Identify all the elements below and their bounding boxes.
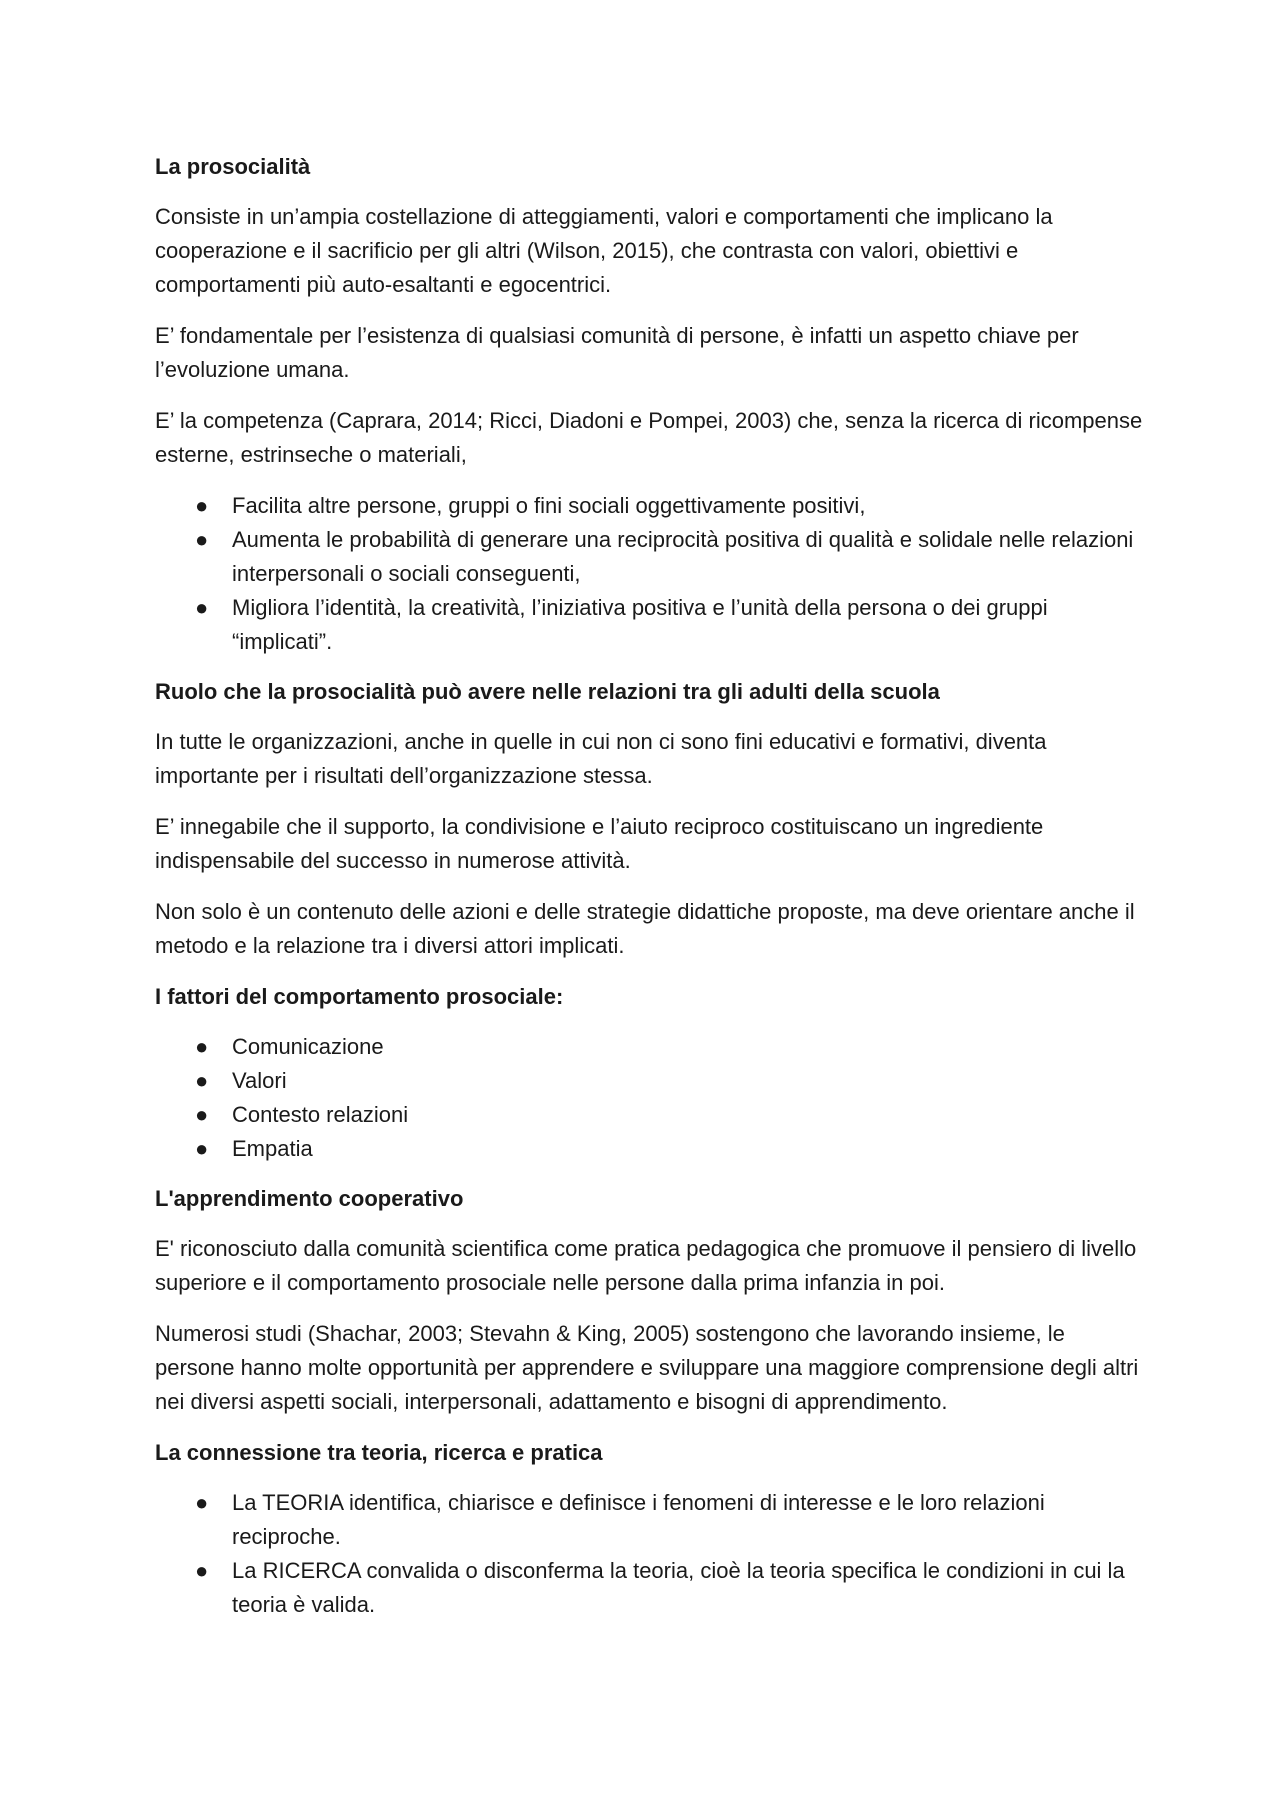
paragraph: E’ fondamentale per l’esistenza di qualsiasi comunità di persone, è infatti un aspetto chiave per l’evoluzione umana. xyxy=(155,323,1079,382)
list-item xyxy=(155,1064,1145,1098)
list-item xyxy=(155,1098,1145,1132)
list-item-text: Facilita altre persone, gruppi o fini sociali oggettivamente positivi, xyxy=(232,493,866,518)
section-heading: I fattori del comportamento prosociale: xyxy=(155,984,564,1009)
paragraph: E’ innegabile che il supporto, la condivisione e l’aiuto reciproco costituiscano un ingrediente indispensabile del successo in numerose attività. xyxy=(155,814,1044,873)
list-item-text: Comunicazione xyxy=(232,1034,384,1059)
list-item xyxy=(155,1030,1145,1064)
list-item xyxy=(155,489,1145,523)
bullet-icon: ● xyxy=(195,527,209,552)
document-page xyxy=(155,150,1145,1638)
list-item xyxy=(155,591,1145,659)
list-item-text: Empatia xyxy=(232,1136,313,1161)
bullet-icon: ● xyxy=(195,1034,209,1059)
bullet-list xyxy=(155,489,1145,659)
bullet-icon: ● xyxy=(195,1102,209,1127)
paragraph: Numerosi studi (Shachar, 2003; Stevahn & King, 2005) sostengono che lavorando insieme, le persone hanno molte opportunità per apprendere e sviluppare una maggiore comprensione degli altri nei diversi aspetti sociali, interpersonali, adattamento e bisogni di apprendimento. xyxy=(155,1321,1139,1414)
list-item-text: La TEORIA identifica, chiarisce e definisce i fenomeni di interesse e le loro relazioni reciproche. xyxy=(232,1490,1045,1549)
bullet-list xyxy=(155,1486,1145,1622)
list-item-text: La RICERCA convalida o disconferma la teoria, cioè la teoria specifica le condizioni in cui la teoria è valida. xyxy=(232,1558,1125,1617)
bullet-icon: ● xyxy=(195,1136,209,1161)
list-item xyxy=(155,1486,1145,1554)
section-heading: La connessione tra teoria, ricerca e pratica xyxy=(155,1440,603,1465)
paragraph: Consiste in un’ampia costellazione di atteggiamenti, valori e comportamenti che implicano la cooperazione e il sacrificio per gli altri (Wilson, 2015), che contrasta con valori, obiettivi e comportamenti più auto-esaltanti e egocentrici. xyxy=(155,204,1053,297)
list-item xyxy=(155,1554,1145,1622)
list-item-text: Valori xyxy=(232,1068,287,1093)
list-item-text: Migliora l’identità, la creatività, l’iniziativa positiva e l’unità della persona o dei gruppi “implicati”. xyxy=(232,595,1048,654)
paragraph: In tutte le organizzazioni, anche in quelle in cui non ci sono fini educativi e formativi, diventa importante per i risultati dell’organizzazione stessa. xyxy=(155,729,1047,788)
list-item xyxy=(155,1132,1145,1166)
list-item-text: Aumenta le probabilità di generare una reciprocità positiva di qualità e solidale nelle relazioni interpersonali o sociali conseguenti, xyxy=(232,527,1134,586)
bullet-icon: ● xyxy=(195,595,209,620)
paragraph: Non solo è un contenuto delle azioni e delle strategie didattiche proposte, ma deve orientare anche il metodo e la relazione tra i diversi attori implicati. xyxy=(155,899,1135,958)
bullet-icon: ● xyxy=(195,493,209,518)
bullet-icon: ● xyxy=(195,1490,209,1515)
bullet-icon: ● xyxy=(195,1068,209,1093)
section-heading: La prosocialità xyxy=(155,154,311,179)
bullet-list xyxy=(155,1030,1145,1166)
section-heading: L'apprendimento cooperativo xyxy=(155,1186,464,1211)
list-item xyxy=(155,523,1145,591)
paragraph: E’ la competenza (Caprara, 2014; Ricci, Diadoni e Pompei, 2003) che, senza la ricerca di ricompense esterne, estrinseche o materiali, xyxy=(155,408,1143,467)
bullet-icon: ● xyxy=(195,1558,209,1583)
list-item-text: Contesto relazioni xyxy=(232,1102,409,1127)
paragraph: E' riconosciuto dalla comunità scientifica come pratica pedagogica che promuove il pensiero di livello superiore e il comportamento prosociale nelle persone dalla prima infanzia in poi. xyxy=(155,1236,1137,1295)
section-heading: Ruolo che la prosocialità può avere nelle relazioni tra gli adulti della scuola xyxy=(155,679,940,704)
